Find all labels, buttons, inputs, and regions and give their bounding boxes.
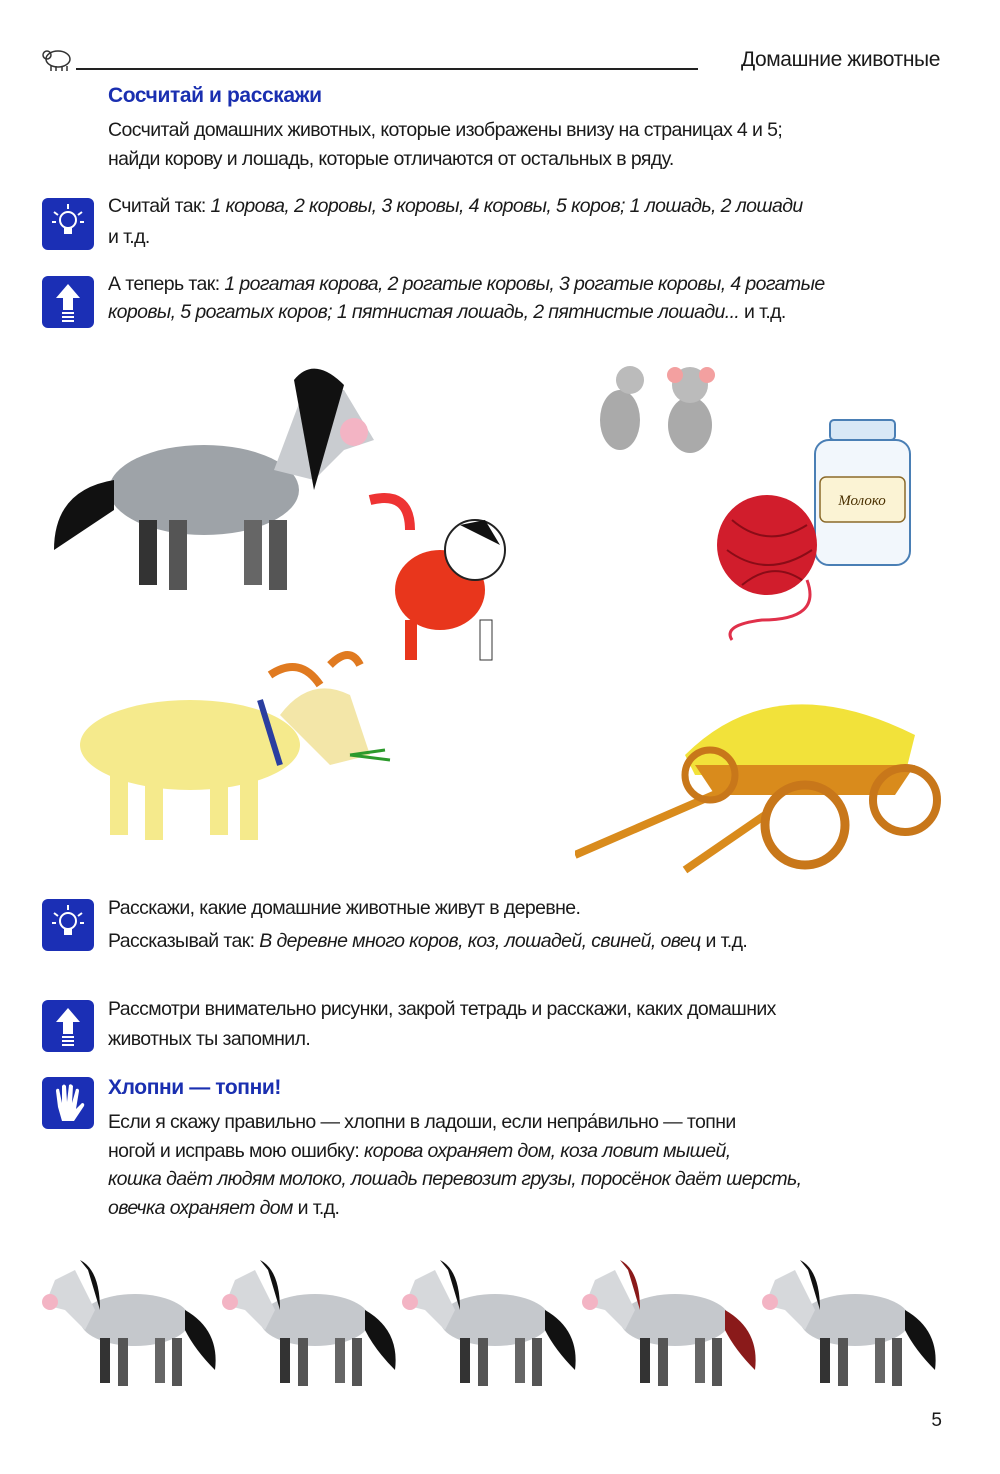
task-clap-line-2: ногой и исправь мою ошибку: корова охраняет дом, коза ловит мышей, [108, 1140, 731, 1162]
header-rule [76, 68, 698, 70]
horse-illustration [44, 350, 384, 600]
arrow-up-icon [42, 276, 94, 328]
jar-label: Молоко [838, 493, 886, 509]
task-village-line-1: Расскажи, какие домашние животные живут в деревне. [108, 897, 581, 919]
small-horse-illustration [400, 1250, 585, 1395]
mice-illustration [575, 360, 745, 470]
task-title-clap-stomp: Хлопни — топни! [108, 1076, 281, 1099]
horse-row [40, 1250, 950, 1400]
task-text-count-1: Сосчитай домашних животных, которые изображены внизу на страницах 4 и 5; [108, 119, 783, 141]
yarn-ball-illustration [712, 490, 832, 645]
pig-logo-icon [40, 44, 76, 74]
lightbulb-icon [42, 198, 94, 250]
cat-illustration [360, 490, 520, 670]
hint-count-line-2: и т.д. [108, 226, 150, 248]
section-title: Домашние животные [740, 48, 940, 71]
task-text-count-2: найди корову и лошадь, которые отличаются от остальных в ряду. [108, 148, 674, 170]
arrow-up-icon [42, 1000, 94, 1052]
task-clap-line-4: овечка охраняет дом и т.д. [108, 1197, 340, 1219]
small-horse-illustration [40, 1250, 225, 1395]
goat-illustration [50, 645, 400, 855]
small-horse-illustration [220, 1250, 405, 1395]
task-memory-line-1: Рассмотри внимательно рисунки, закрой тетрадь и расскажи, каких домашних [108, 998, 776, 1020]
task-clap-line-3: кошка даёт людям молоко, лошадь перевозит грузы, поросёнок даёт шерсть, [108, 1168, 802, 1190]
page-number: 5 [931, 1410, 942, 1431]
hint-horned-line-2: коровы, 5 рогатых коров; 1 пятнистая лошадь, 2 пятнистые лошади... и т.д. [108, 301, 786, 323]
hint-count-line-1: Считай так: 1 корова, 2 коровы, 3 коровы, 4 коровы, 5 коров; 1 лошадь, 2 лошади [108, 195, 803, 217]
task-village-line-2: Рассказывай так: В деревне много коров, коз, лошадей, свиней, овец и т.д. [108, 930, 748, 952]
hay-cart-illustration [575, 665, 945, 875]
small-horse-illustration [760, 1250, 945, 1395]
small-horse-illustration [580, 1250, 765, 1395]
task-memory-line-2: животных ты запомнил. [108, 1028, 311, 1050]
hint-horned-line-1: А теперь так: 1 рогатая корова, 2 рогатые коровы, 3 рогатые коровы, 4 рогатые [108, 273, 825, 295]
hand-icon [42, 1077, 94, 1129]
lightbulb-icon [42, 899, 94, 951]
task-title-count: Сосчитай и расскажи [108, 84, 322, 107]
task-clap-line-1: Если я скажу правильно — хлопни в ладоши, если непра́вильно — топни [108, 1111, 736, 1133]
